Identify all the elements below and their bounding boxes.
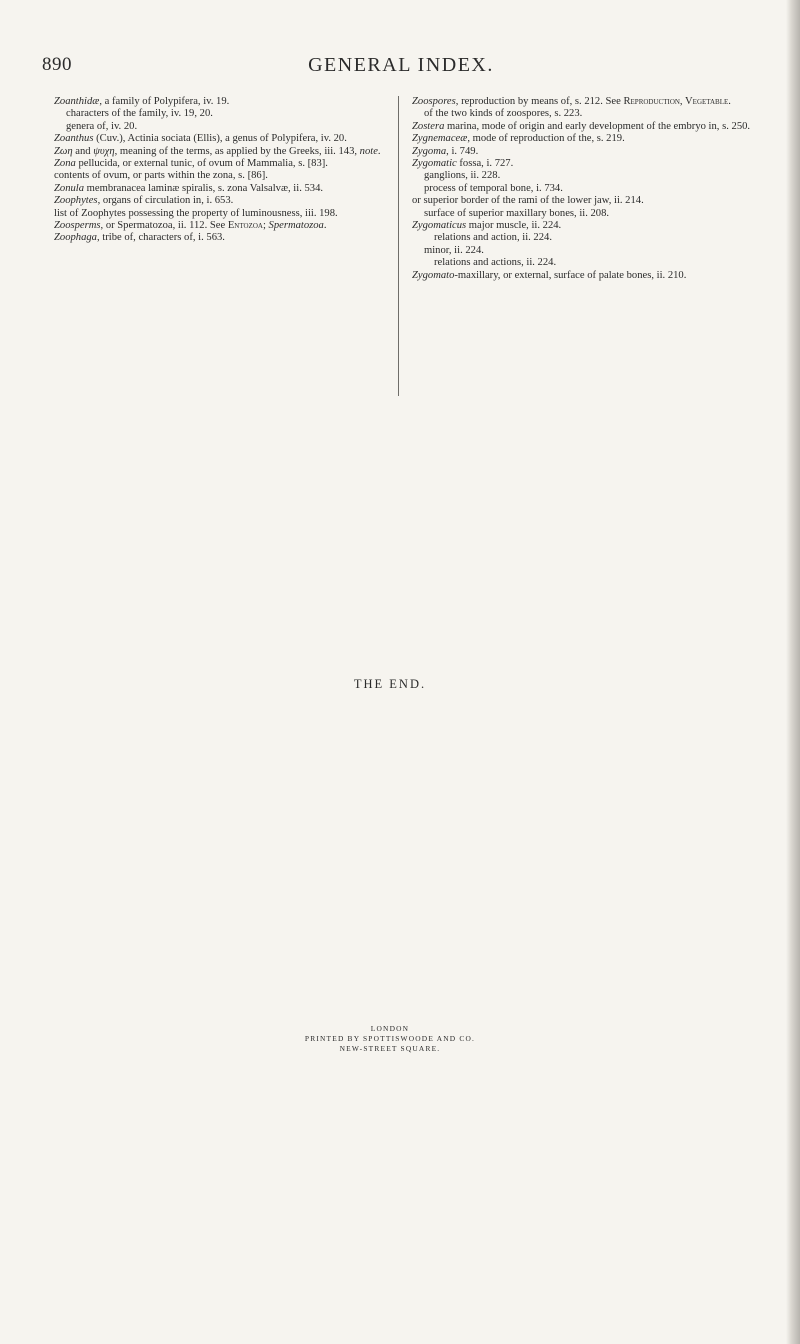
index-subentry: characters of the family, iv. 19, 20. bbox=[66, 108, 213, 120]
index-subentry: or superior border of the rami of the lower jaw, ii. 214. bbox=[412, 195, 644, 207]
index-subentry: list of Zoophytes possessing the property of luminousness, iii. 198. bbox=[54, 207, 338, 219]
printer-imprint bbox=[0, 1024, 780, 1054]
index-entry: Zygomaticus major muscle, ii. 224. bbox=[412, 220, 562, 232]
index-entry: Zygoma, i. 749. bbox=[412, 145, 479, 157]
index-subentry: minor, ii. 224. bbox=[424, 244, 484, 256]
index-entry: Zoanthus (Cuv.), Actinia sociata (Ellis), a genus of Polypifera, iv. 20. bbox=[54, 133, 347, 145]
index-subentry: ganglions, ii. 228. bbox=[424, 170, 501, 182]
running-title: GENERAL INDEX. bbox=[308, 54, 494, 76]
index-entry: Zygnemaceæ, mode of reproduction of the, s. 219. bbox=[412, 133, 625, 145]
index-entry: Zygomatic fossa, i. 727. bbox=[412, 158, 514, 170]
index-entry: Zoophaga, tribe of, characters of, i. 563. bbox=[54, 232, 225, 244]
index-entry: Zoosperms, or Spermatozoa, ii. 112. See Entozoa; Spermatozoa. bbox=[54, 220, 327, 232]
the-end-text: THE END. bbox=[353, 677, 427, 691]
index-entry: Zoospores, reproduction by means of, s. 212. See Reproduction, Vegetable. bbox=[412, 96, 731, 107]
page-edge-shadow bbox=[786, 0, 800, 1344]
column-divider bbox=[398, 96, 399, 396]
page-header bbox=[42, 54, 760, 82]
index-entry: Zonula membranacea laminæ spiralis, s. zona Valsalvæ, ii. 534. bbox=[54, 182, 324, 194]
index-entry: Zona pellucida, or external tunic, of ovum of Mammalia, s. [83]. bbox=[54, 158, 328, 170]
index-entry: Zygomato-maxillary, or external, surface of palate bones, ii. 210. bbox=[412, 269, 687, 281]
index-entry: Zoanthidæ, a family of Polypifera, iv. 19. bbox=[54, 96, 230, 107]
index-subentry: relations and actions, ii. 224. bbox=[434, 257, 557, 269]
index-subentry: contents of ovum, or parts within the zona, s. [86]. bbox=[54, 170, 268, 182]
page-number: 890 bbox=[42, 54, 72, 75]
index-column-right bbox=[412, 96, 752, 282]
index-subentry: relations and action, ii. 224. bbox=[434, 232, 552, 244]
imprint-printer: PRINTED BY SPOTTISWOODE AND CO. bbox=[304, 1034, 476, 1043]
imprint-address: NEW-STREET SQUARE. bbox=[339, 1044, 441, 1053]
index-entry: Zoophytes, organs of circulation in, i. 653. bbox=[54, 195, 234, 207]
index-subentry: of the two kinds of zoospores, s. 223. bbox=[424, 108, 583, 120]
index-column-left bbox=[54, 96, 386, 245]
index-subentry: surface of superior maxillary bones, ii. 208. bbox=[424, 207, 610, 219]
index-subentry: genera of, iv. 20. bbox=[66, 120, 138, 132]
index-entry: Zostera marina, mode of origin and early development of the embryo in, s. 250. bbox=[412, 120, 751, 132]
index-subentry: process of temporal bone, i. 734. bbox=[424, 182, 563, 194]
index-entry: Ζωη and ψυχη, meaning of the terms, as applied by the Greeks, iii. 143, note. bbox=[54, 145, 381, 157]
imprint-city: LONDON bbox=[370, 1024, 410, 1033]
